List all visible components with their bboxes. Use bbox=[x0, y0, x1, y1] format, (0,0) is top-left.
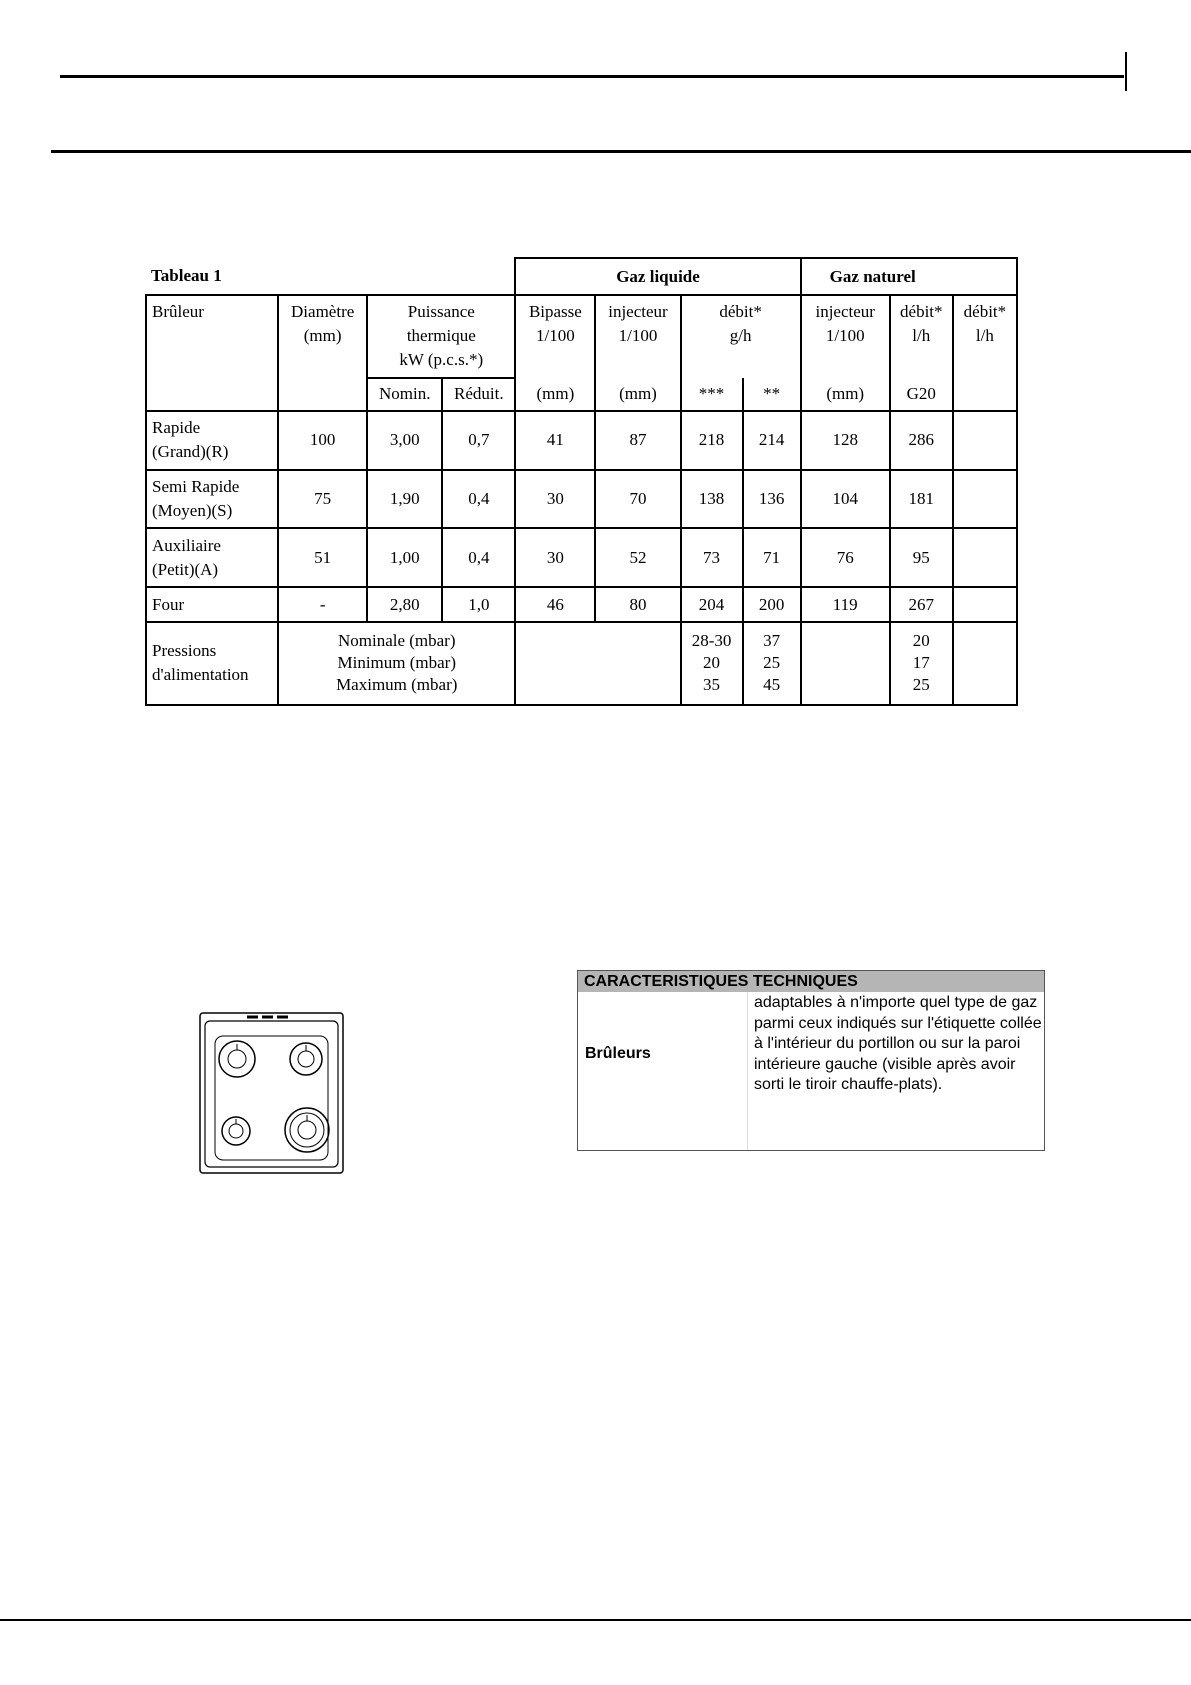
cell-diametre: 51 bbox=[278, 528, 367, 587]
header-debit-naturel: débit* l/h bbox=[890, 295, 953, 377]
cell-empty bbox=[953, 528, 1017, 587]
footer-rule bbox=[0, 1619, 1191, 1621]
row-name: Rapide (Grand)(R) bbox=[146, 411, 278, 470]
header-puissance: Puissance thermique kW (p.c.s.*) bbox=[367, 295, 515, 377]
cell-debit-2: 71 bbox=[743, 528, 801, 587]
cell-reduit: 0,4 bbox=[442, 470, 515, 528]
subheader-nomin: Nomin. bbox=[367, 378, 442, 411]
table-row bbox=[146, 411, 1017, 470]
cell-debit-g20: 181 bbox=[890, 470, 953, 528]
pressions-stars-2: 37 25 45 bbox=[743, 622, 801, 705]
table-row bbox=[146, 587, 1017, 621]
cell-injecteur-naturel: 128 bbox=[801, 411, 890, 470]
cell-injecteur-liquide: 87 bbox=[595, 411, 680, 470]
subheader-stars-2: ** bbox=[743, 378, 801, 411]
cell-injecteur-liquide: 80 bbox=[595, 587, 680, 621]
pressions-label: Pressions d'alimentation bbox=[146, 622, 278, 705]
cell-reduit: 0,7 bbox=[442, 411, 515, 470]
table-row bbox=[146, 528, 1017, 587]
cell-debit-g20: 286 bbox=[890, 411, 953, 470]
cell-empty bbox=[953, 470, 1017, 528]
cell-nomin: 3,00 bbox=[367, 411, 442, 470]
cell-nomin: 1,00 bbox=[367, 528, 442, 587]
cell-injecteur-naturel: 104 bbox=[801, 470, 890, 528]
cell-debit-2: 136 bbox=[743, 470, 801, 528]
cell-diametre: 100 bbox=[278, 411, 367, 470]
subheader-g20: G20 bbox=[890, 378, 953, 411]
row-name: Auxiliaire (Petit)(A) bbox=[146, 528, 278, 587]
cell-debit-3: 218 bbox=[681, 411, 743, 470]
table-title: Tableau 1 bbox=[151, 266, 222, 286]
cell-debit-3: 73 bbox=[681, 528, 743, 587]
table-row-pressions bbox=[146, 622, 1017, 705]
header-rule-tick bbox=[1125, 52, 1127, 91]
cell-bipasse: 46 bbox=[515, 587, 595, 621]
table-row bbox=[146, 470, 1017, 528]
header-bipasse: Bipasse 1/100 bbox=[515, 295, 595, 377]
header-injecteur-liquide: injecteur 1/100 bbox=[595, 295, 680, 377]
cell-debit-g20: 95 bbox=[890, 528, 953, 587]
cell-injecteur-naturel: 76 bbox=[801, 528, 890, 587]
subheader-stars-3: *** bbox=[681, 378, 743, 411]
cell-diametre: - bbox=[278, 587, 367, 621]
cell-empty bbox=[953, 411, 1017, 470]
cell-bipasse: 41 bbox=[515, 411, 595, 470]
cell-reduit: 1,0 bbox=[442, 587, 515, 621]
header-rule-top bbox=[60, 75, 1124, 78]
subheader-injecteur-naturel-mm: (mm) bbox=[801, 378, 890, 411]
specs-divider bbox=[747, 992, 748, 1150]
cell-reduit: 0,4 bbox=[442, 528, 515, 587]
cell-empty bbox=[515, 622, 680, 705]
specs-header: CARACTERISTIQUES TECHNIQUES bbox=[578, 971, 1044, 992]
header-injecteur-naturel: injecteur 1/100 bbox=[801, 295, 890, 377]
cell-nomin: 1,90 bbox=[367, 470, 442, 528]
specs-box bbox=[577, 970, 1045, 1151]
cell-diametre: 75 bbox=[278, 470, 367, 528]
specs-label-bruleurs: Brûleurs bbox=[585, 1045, 651, 1062]
subheader-bipasse-mm: (mm) bbox=[515, 378, 595, 411]
cell-nomin: 2,80 bbox=[367, 587, 442, 621]
header-diametre: Diamètre (mm) bbox=[278, 295, 367, 411]
cell-injecteur-liquide: 70 bbox=[595, 470, 680, 528]
group-header-gaz-liquide: Gaz liquide bbox=[515, 258, 800, 295]
row-name: Semi Rapide (Moyen)(S) bbox=[146, 470, 278, 528]
cell-debit-3: 138 bbox=[681, 470, 743, 528]
specs-text: adaptables à n'importe quel type de gaz parmi ceux indiqués sur l'étiquette collée à l'intérieur du portillon ou sur la paroi intérieure gauche (visible après avoir sorti le tiroir chauffe-plats). bbox=[754, 994, 1042, 1093]
header-bruleur: Brûleur bbox=[146, 295, 278, 411]
header-debit-liquide: débit* g/h bbox=[681, 295, 801, 377]
cell-empty bbox=[801, 622, 890, 705]
cell-debit-3: 204 bbox=[681, 587, 743, 621]
pressions-types: Nominale (mbar) Minimum (mbar) Maximum (mbar) bbox=[278, 622, 515, 705]
cell-injecteur-naturel: 119 bbox=[801, 587, 890, 621]
header-debit-naturel-2: débit* l/h bbox=[953, 295, 1017, 411]
cell-empty bbox=[953, 587, 1017, 621]
header-rule-bottom bbox=[51, 150, 1191, 153]
cell-empty bbox=[953, 622, 1017, 705]
burner-spec-table bbox=[145, 257, 1018, 706]
subheader-injecteur-liquide-mm: (mm) bbox=[595, 378, 680, 411]
cell-debit-2: 200 bbox=[743, 587, 801, 621]
cell-injecteur-liquide: 52 bbox=[595, 528, 680, 587]
cell-debit-2: 214 bbox=[743, 411, 801, 470]
cell-bipasse: 30 bbox=[515, 528, 595, 587]
subheader-reduit: Réduit. bbox=[442, 378, 515, 411]
cooktop-four-burners-icon bbox=[199, 1012, 345, 1175]
group-header-gaz-naturel: Gaz naturel bbox=[801, 258, 1017, 295]
pressions-stars-3: 28-30 20 35 bbox=[681, 622, 743, 705]
pressions-g20: 20 17 25 bbox=[890, 622, 953, 705]
cell-debit-g20: 267 bbox=[890, 587, 953, 621]
cell-bipasse: 30 bbox=[515, 470, 595, 528]
row-name: Four bbox=[146, 587, 278, 621]
